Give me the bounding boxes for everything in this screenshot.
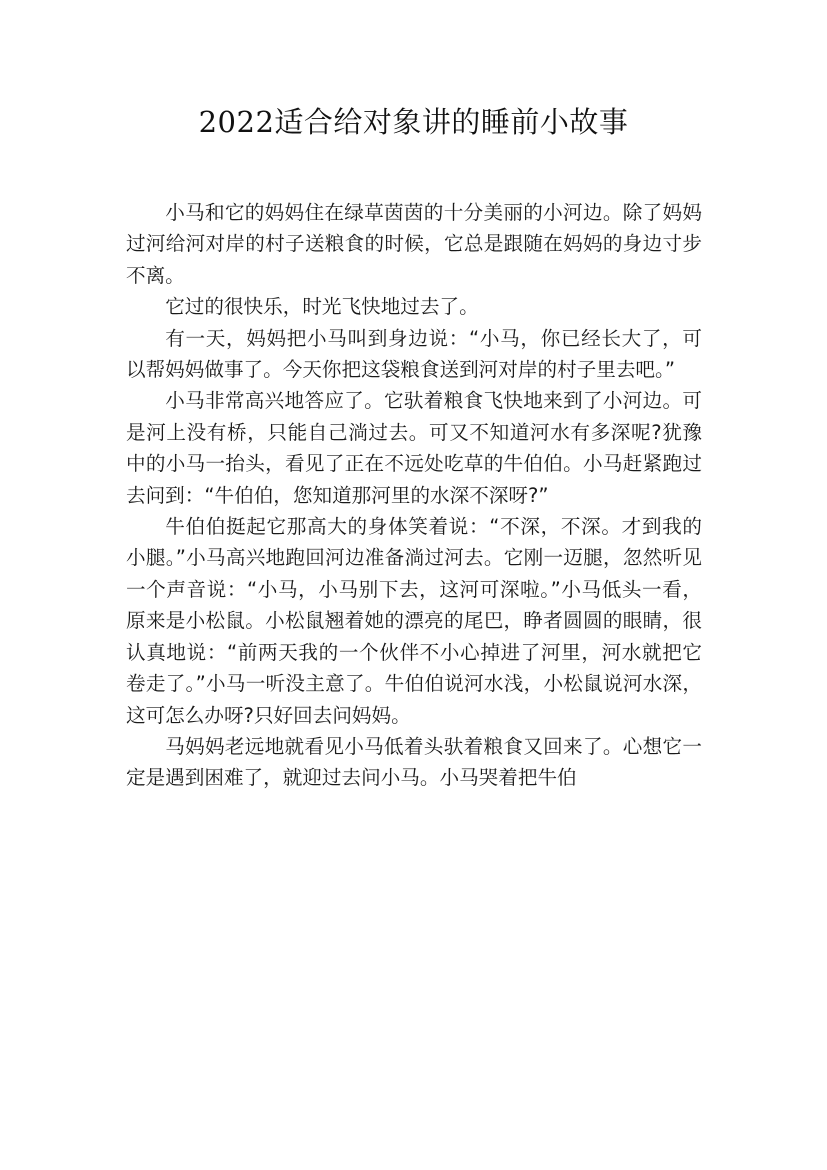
paragraph: 牛伯伯挺起它那高大的身体笑着说：“不深，不深。才到我的小腿。”小马高兴地跑回河边准备淌过河去。它刚一迈腿，忽然听见一个声音说：“小马，小马别下去，这河可深啦。”小马低头一看，原来是小松鼠。小松鼠翘着她的漂亮的尾巴，睁者圆圆的眼睛，很认真地说：“前两天我的一个伙伴不小心掉进了河里，河水就把它卷走了。”小马一听没主意了。牛伯伯说河水浅，小松鼠说河水深，这可怎么办呀?只好回去问妈妈。 [126, 515, 702, 727]
paragraph: 它过的很快乐，时光飞快地过去了。 [165, 295, 479, 319]
document-body [126, 197, 702, 794]
paragraph: 小马和它的妈妈住在绿草茵茵的十分美丽的小河边。除了妈妈过河给河对岸的村子送粮食的时候，它总是跟随在妈妈的身边寸步不离。 [126, 201, 702, 287]
document-title: 2022适合给对象讲的睡前小故事 [198, 105, 629, 139]
paragraph: 马妈妈老远地就看见小马低着头驮着粮食又回来了。心想它一定是遇到困难了，就迎过去问小马。小马哭着把牛伯 [126, 734, 702, 790]
paragraph: 有一天，妈妈把小马叫到身边说：“小马，你已经长大了，可以帮妈妈做事了。今天你把这袋粮食送到河对岸的村子里去吧。” [126, 326, 702, 382]
paragraph: 小马非常高兴地答应了。它驮着粮食飞快地来到了小河边。可是河上没有桥，只能自己淌过去。可又不知道河水有多深呢?犹豫中的小马一抬头，看见了正在不远处吃草的牛伯伯。小马赶紧跑过去问到：“牛伯伯，您知道那河里的水深不深呀?” [126, 389, 702, 507]
